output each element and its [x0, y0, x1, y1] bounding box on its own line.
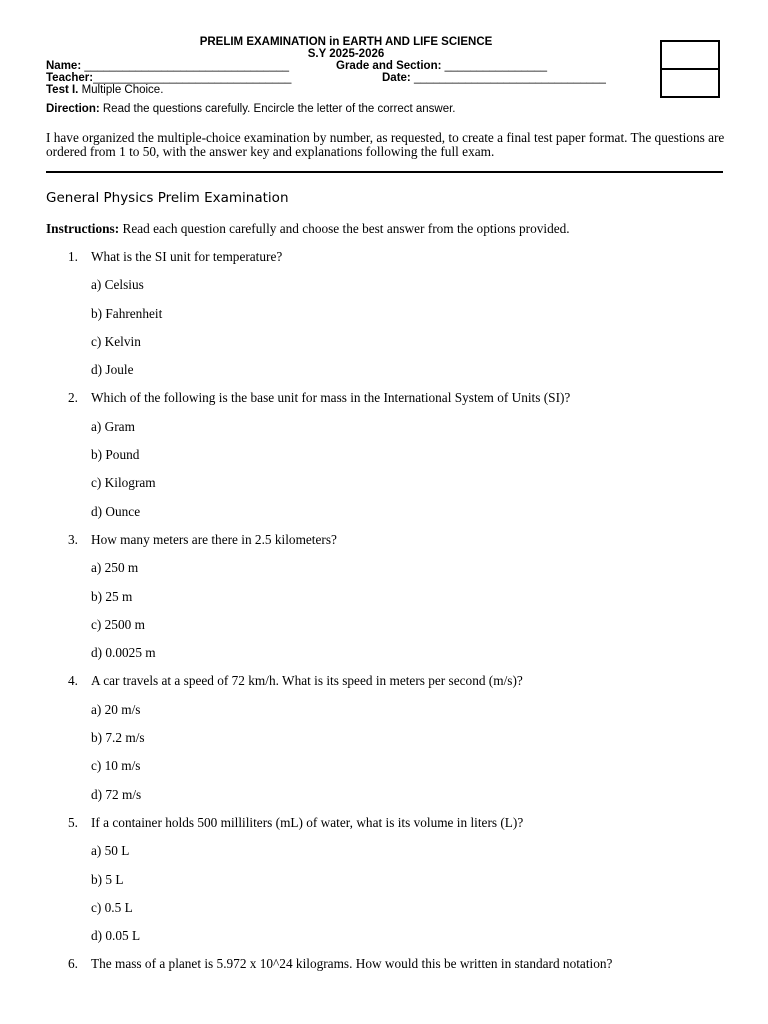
option-d[interactable]: d) 0.05 L [91, 928, 141, 944]
question-text: The mass of a planet is 5.972 x 10^24 kilograms. How would this be written in standard notation? [91, 956, 613, 972]
teacher-label: Teacher: [46, 72, 94, 84]
name-label: Name: [46, 60, 82, 72]
question-number: 5. [68, 814, 78, 830]
question-3 [0, 532, 768, 673]
question-5 [0, 815, 768, 956]
name-blank: ________________________________ [81, 60, 290, 72]
test-type: Multiple Choice. [78, 84, 164, 96]
teacher-field [46, 72, 291, 84]
date-field [382, 72, 606, 84]
option-b[interactable]: b) 25 m [91, 588, 133, 604]
instructions-label: Instructions: [46, 221, 120, 236]
question-list [0, 249, 768, 985]
teacher-date-row [46, 72, 646, 84]
option-c[interactable]: c) Kelvin [91, 333, 141, 349]
question-text: Which of the following is the base unit for mass in the International System of Units (SI)? [91, 390, 571, 406]
question-4 [0, 673, 768, 814]
exam-title: General Physics Prelim Examination [46, 190, 289, 206]
exam-header-title: PRELIM EXAMINATION in EARTH AND LIFE SCIENCE [199, 36, 493, 48]
question-number: 2. [68, 390, 78, 406]
grade-section-label: Grade and Section: [336, 60, 442, 72]
option-a[interactable]: a) 250 m [91, 560, 139, 576]
question-text: How many meters are there in 2.5 kilometers? [91, 531, 337, 547]
option-c[interactable]: c) 10 m/s [91, 758, 141, 774]
option-a[interactable]: a) 20 m/s [91, 701, 141, 717]
option-b[interactable]: b) Pound [91, 447, 140, 463]
option-c[interactable]: c) 2500 m [91, 616, 145, 632]
instructions-text: Read each question carefully and choose the best answer from the options provided. [119, 221, 570, 236]
exam-header [46, 36, 646, 96]
question-6 [0, 956, 768, 984]
question-text: If a container holds 500 milliliters (mL) of water, what is its volume in liters (L)? [91, 814, 524, 830]
question-2 [0, 390, 768, 531]
question-number: 6. [68, 956, 78, 972]
date-blank: ______________________________ [410, 72, 606, 84]
option-a[interactable]: a) Gram [91, 418, 135, 434]
school-year: S.Y 2025-2026 [307, 48, 385, 60]
question-1 [0, 249, 768, 390]
question-number: 1. [68, 249, 78, 264]
teacher-blank: _______________________________ [93, 72, 292, 84]
grade-section-field [336, 60, 547, 72]
option-d[interactable]: d) 0.0025 m [91, 645, 156, 661]
option-d[interactable]: d) Joule [91, 362, 134, 378]
horizontal-rule [46, 171, 723, 173]
option-a[interactable]: a) Celsius [91, 277, 144, 293]
option-c[interactable]: c) Kilogram [91, 475, 156, 491]
option-d[interactable]: d) 72 m/s [91, 786, 142, 802]
option-d[interactable]: d) Ounce [91, 503, 141, 519]
option-c[interactable]: c) 0.5 L [91, 899, 133, 915]
grade-section-blank: ________________ [441, 60, 547, 72]
direction-label: Direction: [46, 103, 100, 115]
question-text: A car travels at a speed of 72 km/h. What is its speed in meters per second (m/s)? [91, 673, 523, 689]
intro-paragraph: I have organized the multiple-choice examination by number, as requested, to create a final test paper format. The questions are ordered from 1 to 50, with the answer key and explanations following the full exam. [46, 130, 725, 159]
name-grade-row [46, 60, 646, 72]
test-row [46, 84, 646, 96]
direction [46, 103, 456, 115]
score-box-divider [662, 68, 718, 70]
question-number: 4. [68, 673, 78, 689]
question-text: What is the SI unit for temperature? [91, 249, 283, 264]
test-label: Test I. [46, 84, 79, 96]
instructions [46, 221, 570, 237]
option-b[interactable]: b) 5 L [91, 871, 124, 887]
date-label: Date: [382, 72, 411, 84]
option-a[interactable]: a) 50 L [91, 843, 130, 859]
option-b[interactable]: b) Fahrenheit [91, 305, 163, 321]
question-number: 3. [68, 531, 78, 547]
score-box [660, 40, 720, 98]
name-field [46, 60, 289, 72]
direction-text: Read the questions carefully. Encircle the letter of the correct answer. [99, 103, 456, 115]
option-b[interactable]: b) 7.2 m/s [91, 730, 145, 746]
